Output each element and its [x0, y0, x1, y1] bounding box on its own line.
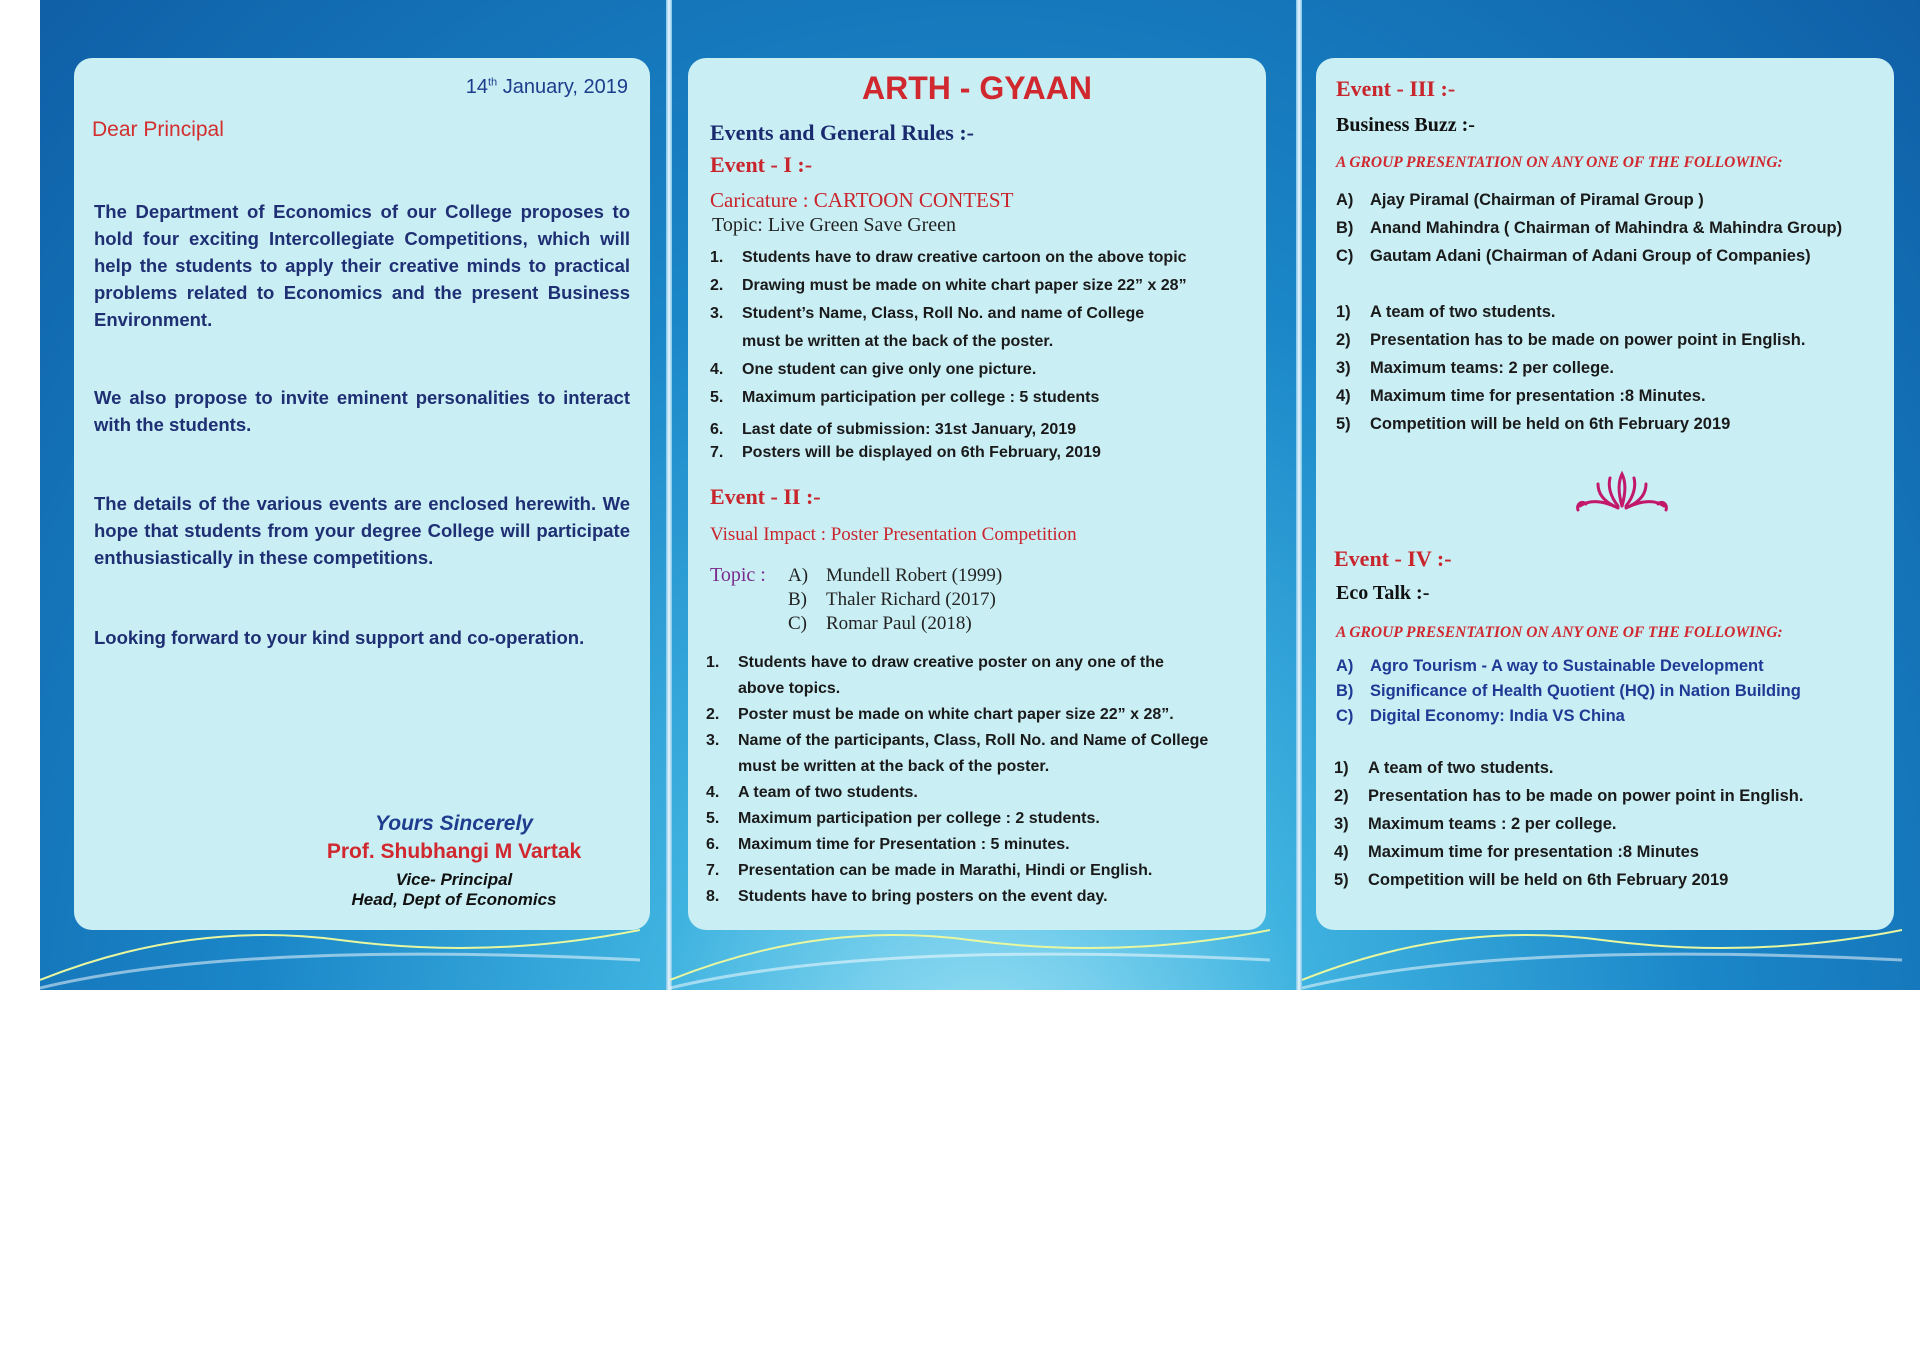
fold-line: [1296, 0, 1302, 990]
lotus-ornament-icon: [1574, 470, 1670, 514]
list-item: 5) Competition will be held on 6th February 2019: [1334, 871, 1729, 889]
closing-salutation: Yours Sincerely: [375, 812, 533, 835]
list-item: 4) Maximum time for presentation :8 Minutes.: [1336, 387, 1706, 405]
list-item: 5. Maximum participation per college : 5 students: [710, 389, 1100, 406]
list-item: 3) Maximum teams: 2 per college.: [1336, 359, 1614, 377]
list-item: 1) A team of two students.: [1336, 303, 1556, 321]
signatory-name: Prof. Shubhangi M Vartak: [326, 840, 582, 863]
details-paragraph: The details of the various events are enclosed herewith. We hope that students from your degree College will participate enthusiastically in these competitions.: [94, 493, 630, 568]
list-item: 5. Maximum participation per college : 2 students.: [706, 810, 1100, 827]
events-panel: [688, 58, 1266, 930]
designation: Vice- Principal: [395, 870, 513, 889]
page-title: ARTH - GYAAN: [862, 70, 1092, 106]
list-item: 7. Posters will be displayed on 6th February, 2019: [710, 444, 1101, 461]
event-topic: Topic: Live Green Save Green: [712, 214, 957, 236]
fold-line: [666, 0, 672, 990]
invite-paragraph: We also propose to invite eminent personalities to interact with the students.: [94, 387, 630, 435]
list-item: 6. Last date of submission: 31st January, 2019: [710, 421, 1077, 438]
list-item: 2) Presentation has to be made on power point in English.: [1336, 331, 1806, 349]
list-item: 3. Student’s Name, Class, Roll No. and name of College must be written at the back of the poster.: [710, 305, 1145, 350]
list-item: 1) A team of two students.: [1334, 759, 1554, 777]
group-line: A GROUP PRESENTATION ON ANY ONE OF THE FOLLOWING:: [1336, 624, 1783, 641]
list-item: A) Ajay Piramal (Chairman of Piramal Group ): [1336, 191, 1704, 209]
closing-paragraph: Looking forward to your kind support and co-operation.: [94, 627, 585, 648]
topic-list: [788, 564, 1002, 636]
list-item: 6. Maximum time for Presentation : 5 minutes.: [706, 836, 1070, 853]
list-item: A) Agro Tourism - A way to Sustainable Development: [1336, 657, 1764, 675]
list-item: 5) Competition will be held on 6th February 2019: [1336, 415, 1731, 433]
event3-options: [1336, 186, 1876, 270]
event-label: Event - II :-: [710, 484, 821, 509]
event-name: Caricature : CARTOON CONTEST: [710, 188, 1014, 212]
list-item: 1. Students have to draw creative poster on any one of the above topics.: [706, 654, 1164, 697]
event-name: Eco Talk :-: [1336, 582, 1430, 604]
group-line: A GROUP PRESENTATION ON ANY ONE OF THE FOLLOWING:: [1336, 154, 1783, 171]
list-item: 4) Maximum time for presentation :8 Minutes: [1334, 843, 1699, 861]
letter-panel: [74, 58, 650, 930]
section-heading: Events and General Rules :-: [710, 120, 974, 145]
events-panel-2: [1316, 58, 1894, 930]
event4-rules: [1334, 754, 1874, 894]
list-item: 7. Presentation can be made in Marathi, Hindi or English.: [706, 862, 1153, 879]
list-item: 3. Name of the participants, Class, Roll No. and Name of College must be written at the back of the poster.: [706, 732, 1209, 775]
list-item: C) Gautam Adani (Chairman of Adani Group of Companies): [1336, 247, 1811, 265]
event2-rules: [706, 650, 1246, 910]
list-item: A) Mundell Robert (1999): [788, 565, 1003, 586]
list-item: 2. Poster must be made on white chart paper size 22” x 28”.: [706, 706, 1174, 723]
event4-options: [1336, 654, 1876, 729]
list-item: B) Significance of Health Quotient (HQ) in Nation Building: [1336, 682, 1801, 700]
list-item: B) Thaler Richard (2017): [788, 589, 996, 610]
letter-date: 14th January, 2019: [465, 76, 628, 98]
topic-label: Topic :: [710, 564, 766, 586]
list-item: 2. Drawing must be made on white chart paper size 22” x 28”: [710, 277, 1187, 294]
greeting: Dear Principal: [92, 118, 224, 141]
list-item: C) Digital Economy: India VS China: [1336, 707, 1625, 725]
list-item: C) Romar Paul (2018): [788, 613, 972, 634]
list-item: 2) Presentation has to be made on power point in English.: [1334, 787, 1804, 805]
signature-block: [294, 812, 614, 910]
designation: Head, Dept of Economics: [351, 890, 557, 909]
event1-rules: [710, 244, 1250, 464]
list-item: B) Anand Mahindra ( Chairman of Mahindra & Mahindra Group): [1336, 219, 1843, 237]
list-item: 8. Students have to bring posters on the event day.: [706, 888, 1108, 905]
event-name: Visual Impact : Poster Presentation Competition: [710, 524, 1077, 545]
list-item: 4. A team of two students.: [706, 784, 918, 801]
list-item: 4. One student can give only one picture.: [710, 361, 1037, 378]
event3-rules: [1336, 298, 1876, 438]
intro-paragraph: The Department of Economics of our College proposes to hold four exciting Intercollegiate Competitions, which will help the students to apply their creative minds to practical problems related to Economics and the present Business Environment.: [94, 201, 630, 330]
event-name: Business Buzz :-: [1336, 114, 1475, 136]
list-item: 1. Students have to draw creative cartoon on the above topic: [710, 249, 1187, 266]
event-label: Event - IV :-: [1334, 546, 1452, 571]
event-label: Event - III :-: [1336, 76, 1456, 101]
list-item: 3) Maximum teams : 2 per college.: [1334, 815, 1617, 833]
event-label: Event - I :-: [710, 152, 813, 177]
